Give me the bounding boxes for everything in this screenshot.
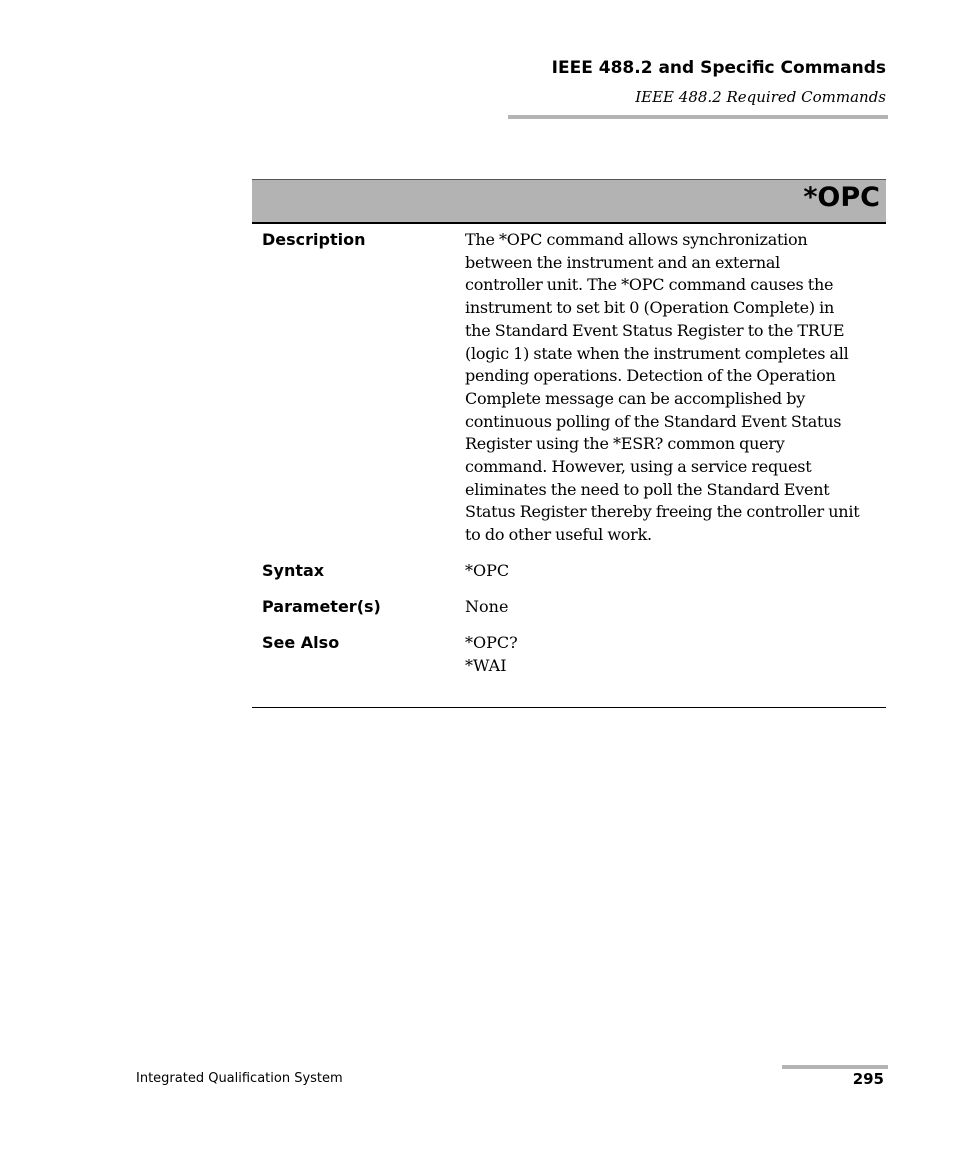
- description-line: The *OPC command allows synchronization: [465, 230, 808, 249]
- see-also-item: *WAI: [465, 655, 507, 675]
- parameters-value: None: [465, 597, 509, 616]
- description-text: [465, 229, 883, 547]
- description-line: pending operations. Detection of the Operation: [465, 366, 836, 386]
- description-line: (logic 1) state when the instrument completes all: [465, 343, 849, 363]
- see-also-item: *OPC?: [465, 633, 518, 652]
- description-line: between the instrument and an external: [465, 252, 781, 272]
- table-bottom-rule: [252, 707, 886, 708]
- manual-title: Integrated Qualification System: [136, 1071, 343, 1086]
- see-also-list: [465, 632, 883, 677]
- description-line: Complete message can be accomplished by: [465, 388, 806, 408]
- description-line: controller unit. The *OPC command causes the: [465, 275, 834, 295]
- description-label: Description: [262, 230, 366, 249]
- page-number: 295: [852, 1070, 884, 1088]
- chapter-title: IEEE 488.2 and Specific Commands: [551, 58, 886, 78]
- section-title: IEEE 488.2 Required Commands: [635, 88, 886, 106]
- description-line: instrument to set bit 0 (Operation Complete) in: [465, 298, 835, 318]
- description-line: the Standard Event Status Register to the TRUE: [465, 320, 845, 340]
- see-also-label: See Also: [262, 633, 340, 652]
- parameters-label: Parameter(s): [262, 597, 381, 616]
- footer-rule: [782, 1065, 888, 1069]
- description-line: continuous polling of the Standard Event Status: [465, 411, 842, 431]
- description-line: Status Register thereby freeing the controller unit: [465, 502, 860, 522]
- syntax-value: *OPC: [465, 561, 510, 580]
- command-title-bar: [252, 179, 886, 224]
- command-name: *OPC: [803, 182, 880, 213]
- header-rule: [508, 115, 888, 119]
- description-line: eliminates the need to poll the Standard Event: [465, 479, 830, 499]
- description-line: to do other useful work.: [465, 525, 652, 545]
- syntax-label: Syntax: [262, 561, 325, 580]
- description-line: Register using the *ESR? common query: [465, 434, 785, 454]
- description-line: command. However, using a service request: [465, 457, 812, 477]
